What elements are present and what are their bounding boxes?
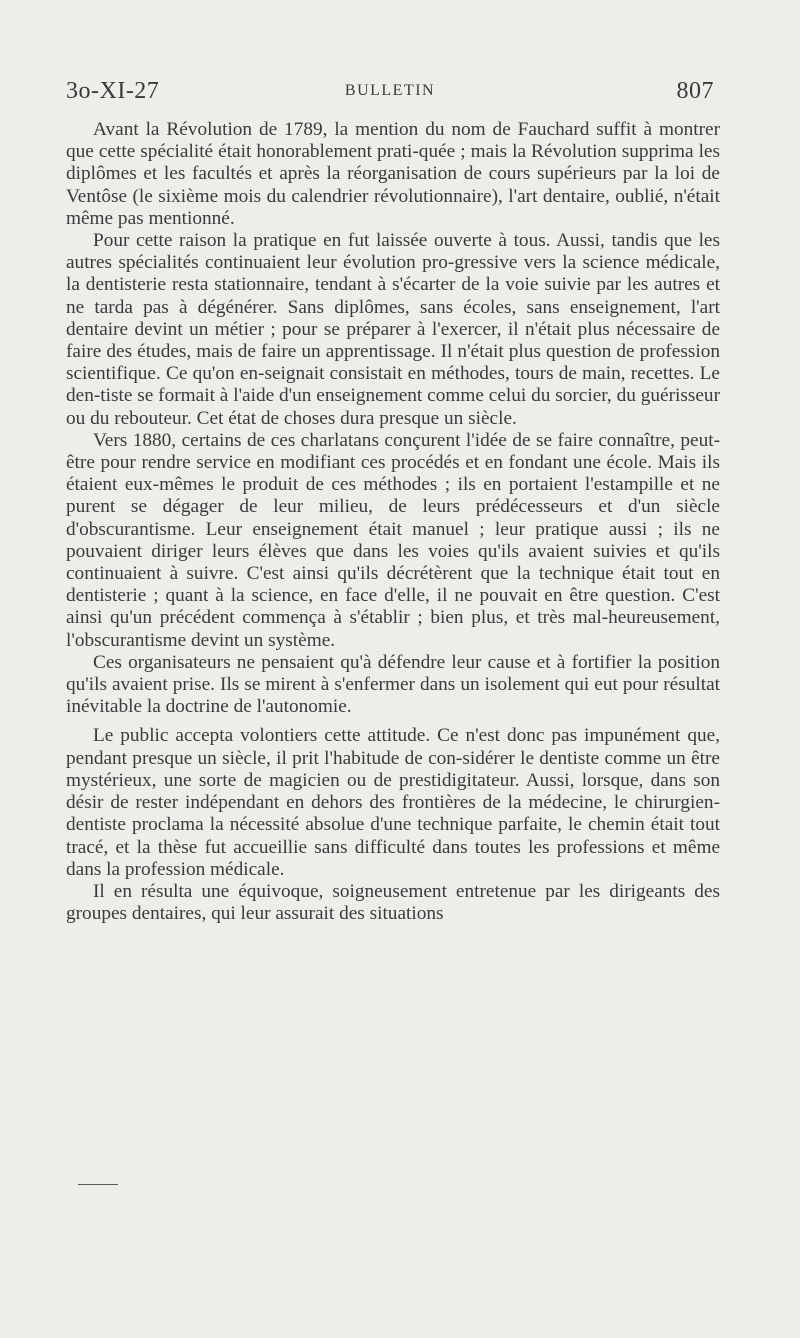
paragraph-4: Ces organisateurs ne pensaient qu'à défendre leur cause et à fortifier la position qu'ils avaient prise. Ils se mirent à s'enfermer dans un isolement qui eut pour résultat inévitable la doctrine de l'autonomie.: [66, 651, 720, 718]
header-title: BULLETIN: [344, 82, 436, 99]
paragraph-2: Pour cette raison la pratique en fut laissée ouverte à tous. Aussi, tandis que les autres spécialités continuaient leur évolution pro-gressive vers la science médicale, la dentisterie resta stationnaire, tendant à s'écarter de la voie suivie par les autres et ne tarda pas à dégénérer. Sans diplômes, sans écoles, sans enseignement, l'art dentaire devint un métier ; pour se préparer à l'exercer, il n'était plus nécessaire de faire des études, mais de faire un apprentissage. Il n'était plus question de profession scientifique. Ce qu'on en-seignait consistait en méthodes, tours de main, recettes. Le den-tiste se formait à l'aide d'un enseignement comme celui du sorcier, du guérisseur ou du rebouteur. Cet état de choses dura presque un siècle.: [66, 230, 720, 429]
footnote-rule: [78, 1184, 118, 1185]
header-date: 3o-XI-27: [66, 78, 160, 104]
page-number: 807: [676, 78, 714, 104]
paragraph-1: Avant la Révolution de 1789, la mention du nom de Fauchard suffit à montrer que cette spécialité était honorablement prati-quée ; mais la Révolution supprima les diplômes et les facultés et après la réorganisation de cours supérieurs par la loi de Ventôse (le sixième mois du calendrier révolutionnaire), l'art dentaire, oublié, n'était même pas mentionné.: [66, 119, 720, 229]
paragraph-6: Il en résulta une équivoque, soigneusement entretenue par les dirigeants des groupes dentaires, qui leur assurait des situations: [66, 880, 720, 925]
paragraph-3: Vers 1880, certains de ces charlatans conçurent l'idée de se faire connaître, peut-être pour rendre service en modifiant ces procédés et en fondant une école. Mais ils étaient eux-mêmes le produit de ces méthodes ; ils en portaient l'estampille et ne purent se dégager de leur milieu, de leurs prédécesseurs et d'un siècle d'obscurantisme. Leur enseignement était manuel ; leur pratique aussi ; ils ne pouvaient diriger leurs élèves que dans les voies qu'ils avaient suivies et qu'ils continuaient à suivre. C'est ainsi qu'ils décrétèrent que la technique était tout en dentisterie ; quant à la science, en face d'elle, il ne pouvait en être question. C'est ainsi qu'un précédent commença à s'établir ; bien plus, et très mal-heureusement, l'obscurantisme devint un système.: [66, 429, 720, 651]
article-body: [66, 119, 720, 925]
running-header: [66, 78, 714, 112]
paragraph-5: Le public accepta volontiers cette attitude. Ce n'est donc pas impunément que, pendant presque un siècle, il prit l'habitude de con-sidérer le dentiste comme un être mystérieux, une sorte de magicien ou de prestidigitateur. Aussi, lorsque, dans son désir de rester indépendant en dehors des frontières de la médecine, le chirurgien-dentiste proclama la nécessité absolue d'une technique parfaite, le chemin était tout tracé, et la thèse fut accueillie sans difficulté dans toutes les professions et même dans la profession médicale.: [66, 725, 720, 880]
